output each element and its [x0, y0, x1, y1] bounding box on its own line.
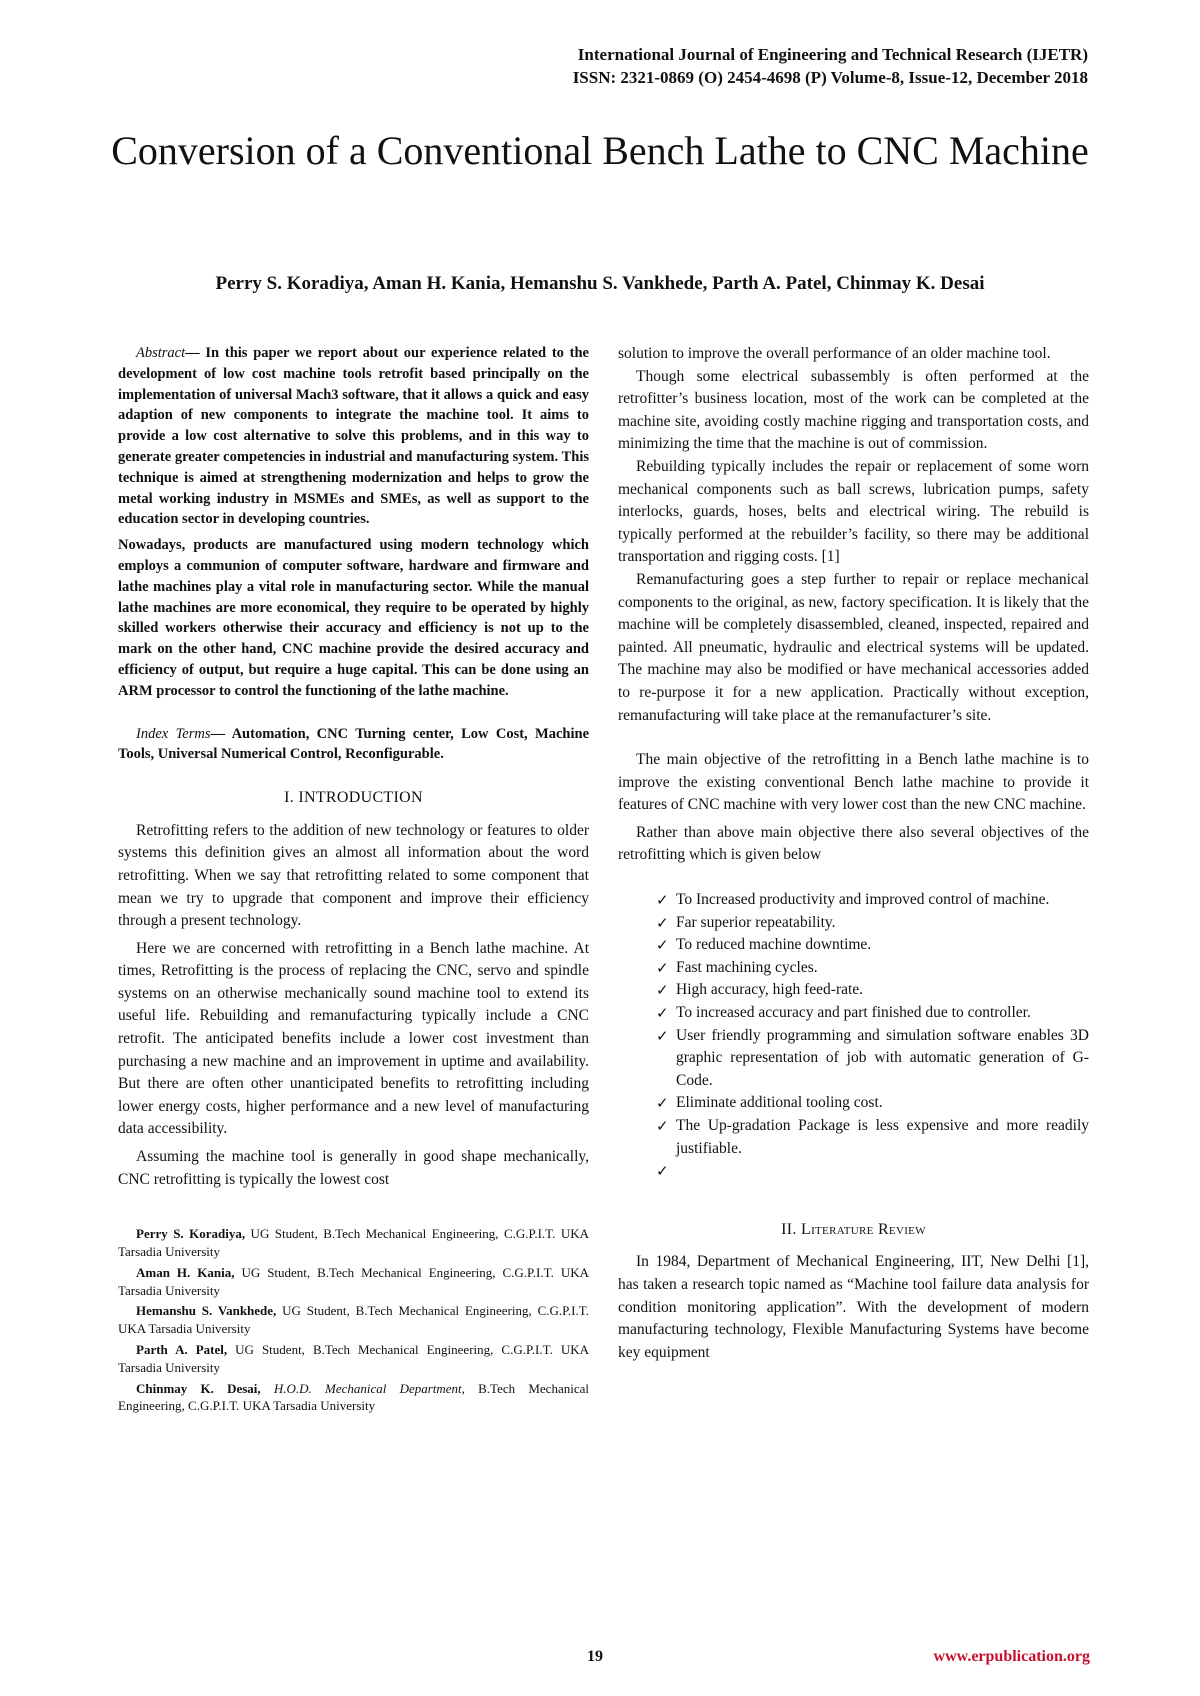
list-item: ✓ To reduced machine downtime.: [656, 934, 1089, 957]
affiliation-2: Aman H. Kania, UG Student, B.Tech Mechanical Engineering, C.G.P.I.T. UKA Tarsadia University: [118, 1264, 590, 1298]
abstract-text-1: In this paper we report about our experience related to the development of low cost machine tools retrofit based principally on the implementation of universal Mach3 software, that it allows a quick and easy adaption of new components to integrate the machine tool. It aims to provide a low cost alternative to solve this problems, and in this way to generate greater competencies in industrial and manufacturing system. This technique is aimed at strengthening modernization and helps to grow the metal working industry in MSMEs and SMEs, as well as support to the education sector in developing countries.: [118, 345, 589, 528]
affiliation-3: Hemanshu S. Vankhede, UG Student, B.Tech Mechanical Engineering, C.G.P.I.T. UKA Tarsadia University: [118, 1303, 589, 1337]
paper-title: Conversion of a Conventional Bench Lathe to CNC Machine: [111, 128, 1089, 173]
check-icon: ✓: [656, 981, 669, 1000]
objectives-intro: Rather than above main objective there also several objectives of the retrofitting which is given below: [618, 823, 1089, 864]
check-icon: ✓: [656, 936, 669, 955]
author-list: Perry S. Koradiya, Aman H. Kania, Hemanshu S. Vankhede, Parth A. Patel, Chinmay K. Desai: [215, 273, 985, 294]
publisher-url[interactable]: www.erpublication.org: [933, 1648, 1090, 1665]
list-item: ✓ High accuracy, high feed-rate.: [656, 979, 1089, 1002]
journal-name: International Journal of Engineering and Technical Research (IJETR): [577, 45, 1088, 64]
list-item: ✓ Fast machining cycles.: [656, 957, 1089, 980]
objective-paragraph: The main objective of the retrofitting in a Bench lathe machine is to improve the existing conventional Bench lathe machine to provide it features of CNC machine with very lower cost than the new CNC machine.: [618, 751, 1089, 814]
index-terms-label: Index Terms: [136, 725, 211, 742]
check-icon: ✓: [656, 1004, 669, 1023]
affiliation-1: Perry S. Koradiya, UG Student, B.Tech Mechanical Engineering, C.G.P.I.T. UKA Tarsadia University: [118, 1226, 589, 1260]
objectives-list: [618, 889, 1089, 1183]
abstract-label: Abstract: [136, 345, 186, 361]
index-terms: [118, 724, 589, 766]
right-paragraph-2: Though some electrical subassembly is often performed at the retrofitter’s business location, most of the work can be completed at the machine site, avoiding costly machine rigging and transportation costs, and minimizing the time that the machine is out of commission.: [618, 367, 1089, 453]
literature-paragraph-1: In 1984, Department of Mechanical Engineering, IIT, New Delhi [1], has taken a research topic named as “Machine tool failure data analysis for condition monitoring application”. With the development of modern manufacturing technology, Flexible Manufacturing Systems have become key equipment: [618, 1253, 1089, 1361]
check-icon: ✓: [656, 891, 669, 910]
check-icon: ✓: [656, 1094, 669, 1113]
right-paragraph-3: Rebuilding typically includes the repair or replacement of some worn mechanical components such as ball screws, lubrication pumps, safety interlocks, guards, hoses, belts and electrical wiring. The rebuild is typically performed at the rebuilder’s facility, so there may be additional transportation and rigging costs. [1]: [618, 457, 1089, 566]
literature-review-heading: II. Literature Review: [781, 1220, 926, 1238]
intro-paragraph-2: Here we are concerned with retrofitting in a Bench lathe machine. At times, Retrofitting is the process of replacing the CNC, servo and spindle systems on an otherwise mechanically sound machine tool to extend its useful life. Rebuilding and remanufacturing typically include a CNC retrofit. The anticipated benefits include a lower cost investment than purchasing a new machine and an improvement in uptime and availability. But there are often other unanticipated benefits to retrofitting including lower energy costs, higher performance and a new level of manufacturing data accessibility.: [118, 939, 589, 1138]
list-item: ✓ Eliminate additional tooling cost.: [656, 1092, 1089, 1115]
abstract-paragraph-2: Nowadays, products are manufactured using modern technology which employs a communion of computer software, hardware and firmware and lathe machines play a vital role in manufacturing sector. While the manual lathe machines are more economical, they require to be operated by highly skilled workers otherwise their accuracy and efficiency is not up to the mark on the other hand, CNC machine provide the desired accuracy and efficiency of output, but require a huge capital. This can be done using an ARM processor to control the functioning of the lathe machine.: [118, 537, 589, 699]
abstract-dash: —: [185, 345, 206, 361]
author-affiliations: [118, 1225, 589, 1415]
intro-paragraph-3: Assuming the machine tool is generally in good shape mechanically, CNC retrofitting is typically the lowest cost: [118, 1148, 589, 1188]
right-paragraph-4: Remanufacturing goes a step further to repair or replace mechanical components to the original, as new, factory specification. It is likely that the machine will be completely disassembled, cleaned, inspected, repaired and painted. All pneumatic, hydraulic and electrical systems will be updated. The machine may also be modified or have mechanical accessories added to re-purpose it for a new application. Practically without exception, remanufacturing will take place at the remanufacturer’s site.: [618, 570, 1089, 724]
list-item: ✓ User friendly programming and simulation software enables 3D graphic representation of job with automatic generation of G-Code.: [656, 1026, 1089, 1089]
intro-paragraph-1: Retrofitting refers to the addition of new technology or features to older systems this definition gives an almost all information about the word retrofitting. When we say that retrofitting related to some component that mean we try to upgrade that component and improve their efficiency through a present technology.: [118, 821, 589, 930]
abstract-paragraph-1: [118, 343, 589, 530]
check-icon: ✓: [656, 913, 669, 932]
list-item: ✓ Far superior repeatability.: [656, 912, 1089, 935]
list-item: ✓ To Increased productivity and improved control of machine.: [656, 889, 1089, 912]
check-icon: ✓: [656, 958, 669, 977]
list-item: [656, 1160, 1089, 1183]
journal-header: [573, 43, 1088, 89]
introduction-heading: I. INTRODUCTION: [284, 789, 423, 807]
index-terms-dash: —: [210, 725, 232, 742]
page-number: 19: [587, 1648, 603, 1665]
check-icon: ✓: [656, 1026, 669, 1045]
check-icon: ✓: [656, 1117, 669, 1135]
affiliation-4: Parth A. Patel, UG Student, B.Tech Mechanical Engineering, C.G.P.I.T. UKA Tarsadia University: [118, 1342, 590, 1375]
right-paragraph-1: solution to improve the overall performance of an older machine tool.: [618, 345, 1051, 362]
check-icon: ✓: [656, 1162, 669, 1181]
affiliation-5: Chinmay K. Desai, H.O.D. Mechanical Department, B.Tech Mechanical Engineering, C.G.P.I.T. UKA Tarsadia University: [118, 1380, 589, 1414]
journal-issn: ISSN: 2321-0869 (O) 2454-4698 (P) Volume-8, Issue-12, December 2018: [572, 68, 1088, 87]
list-item: ✓ To increased accuracy and part finished due to controller.: [656, 1002, 1089, 1025]
left-column: [118, 343, 589, 1418]
index-terms-text: Automation, CNC Turning center, Low Cost, Machine Tools, Universal Numerical Control, Reconfigurable.: [118, 725, 590, 763]
list-item: ✓ The Up-gradation Package is less expensive and more readily justifiable.: [656, 1117, 1089, 1157]
right-column: [618, 343, 1089, 1364]
